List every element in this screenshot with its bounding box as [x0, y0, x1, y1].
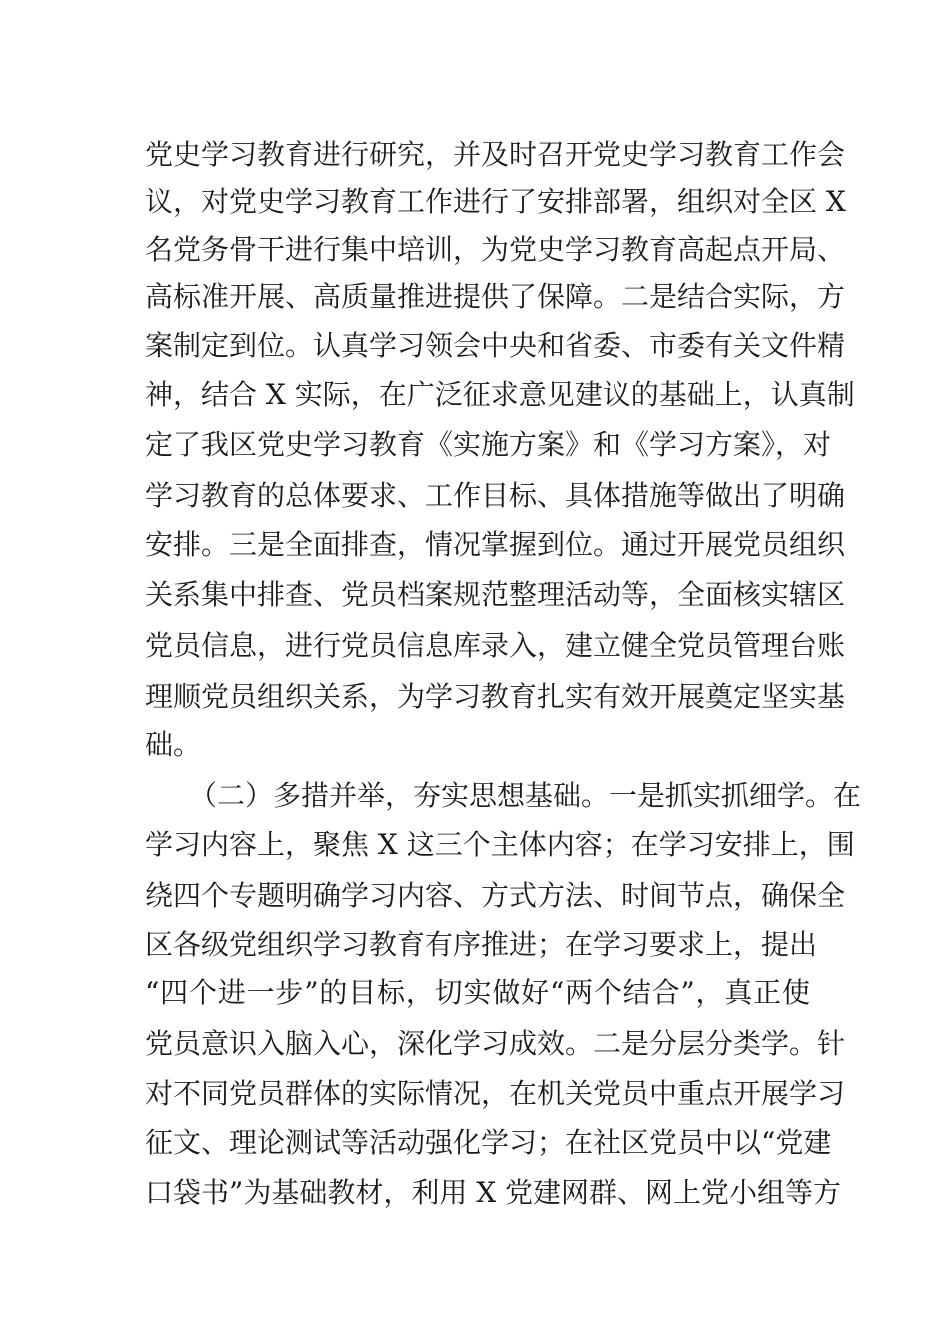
body-text-line: 高标准开展、高质量推进提供了保障。二是结合实际，方	[145, 280, 846, 313]
body-text-line: “四个进一步”的目标，切实做好“两个结合”，真正使	[145, 976, 810, 1009]
body-text-line: 关系集中排查、党员档案规范整理活动等，全面核实辖区	[145, 578, 846, 611]
body-text-line: 绕四个专题明确学习内容、方式方法、时间节点，确保全	[145, 879, 846, 912]
body-text-line: 学习内容上，聚焦 X 这三个主体内容；在学习安排上，围	[145, 828, 855, 861]
body-text-line: 征文、理论测试等活动强化学习；在社区党员中以“党建	[145, 1126, 832, 1159]
body-text-line: 安排。三是全面排查，情况掌握到位。通过开展党员组织	[145, 528, 846, 561]
body-text-line: 理顺党员组织关系，为学习教育扎实有效开展奠定坚实基	[145, 680, 846, 713]
body-text-line: 定了我区党史学习教育《实施方案》和《学习方案》，对	[145, 428, 832, 461]
body-text-line: 党史学习教育进行研究，并及时召开党史学习教育工作会	[145, 138, 846, 171]
body-text-line: 口袋书”为基础教材，利用 X 党建网群、网上党小组等方	[145, 1176, 842, 1209]
body-text-line: 神，结合 X 实际，在广泛征求意见建议的基础上，认真制	[145, 378, 855, 411]
body-text-line: 学习教育的总体要求、工作目标、具体措施等做出了明确	[145, 479, 846, 512]
section-heading-line: （二）多措并举，夯实思想基础。一是抓实抓细学。在	[189, 779, 862, 812]
body-text-line: 案制定到位。认真学习领会中央和省委、市委有关文件精	[145, 329, 846, 362]
body-text-line: 名党务骨干进行集中培训，为党史学习教育高起点开局、	[145, 233, 846, 266]
body-text-line: 党员意识入脑入心，深化学习成效。二是分层分类学。针	[145, 1027, 846, 1060]
body-text-line: 区各级党组织学习教育有序推进；在学习要求上，提出	[145, 928, 818, 961]
body-text-line: 议，对党史学习教育工作进行了安排部署，组织对全区 X	[145, 185, 846, 218]
body-text-line: 础。	[145, 728, 202, 761]
body-text-line: 对不同党员群体的实际情况，在机关党员中重点开展学习	[145, 1077, 846, 1110]
body-text-line: 党员信息，进行党员信息库录入，建立健全党员管理台账	[145, 629, 846, 662]
